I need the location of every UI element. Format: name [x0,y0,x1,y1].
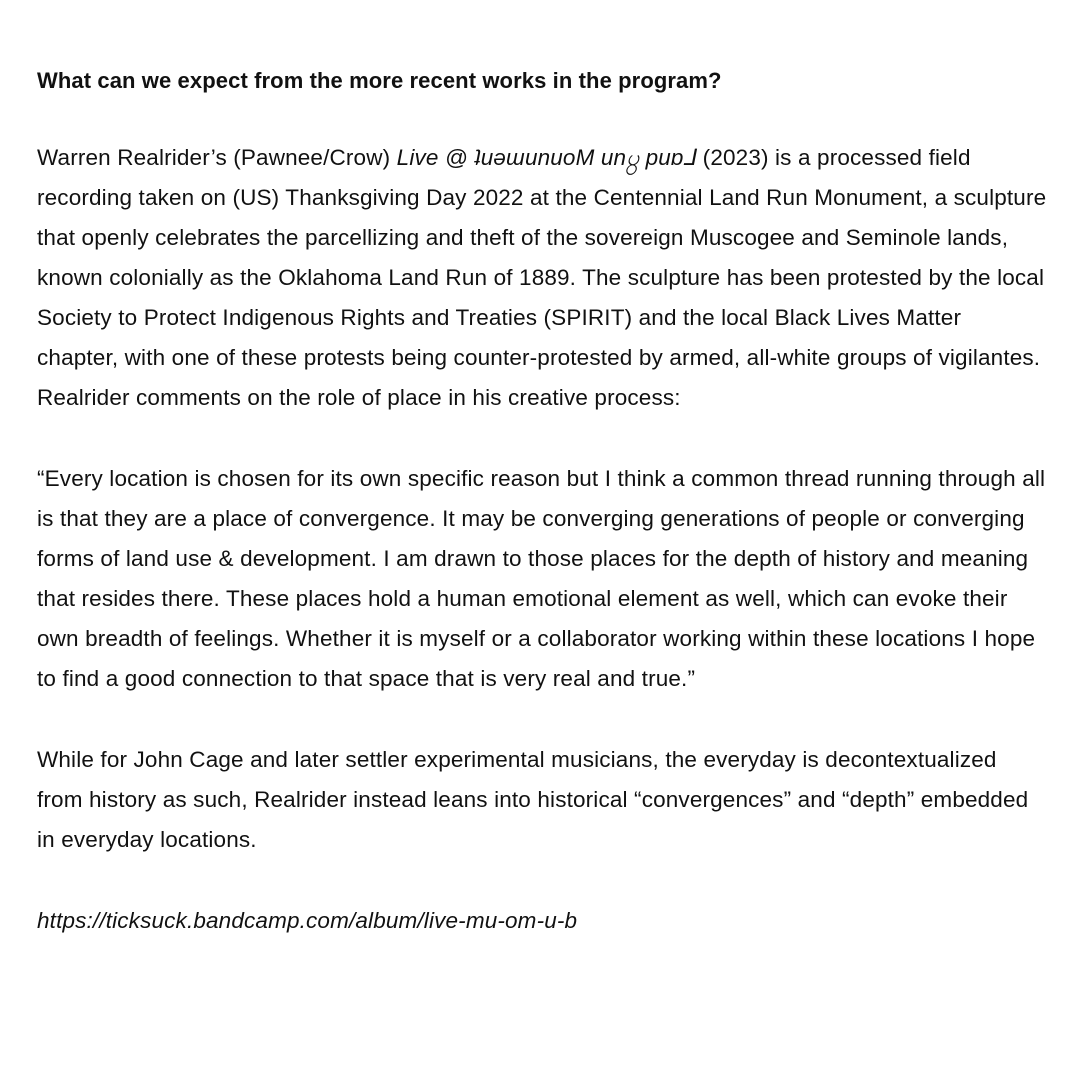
analysis-paragraph: While for John Cage and later settler experimental musicians, the everyday is decontextualized from history as such, Realrider instead leans into historical “convergences” and “depth” embedded in everyday locations. [37,747,1029,852]
section-question-heading: What can we expect from the more recent works in the program? [37,68,722,93]
work-title: Live @ ʇuǝɯunuoM un႘ puɒ⅃ [396,145,697,170]
intro-paragraph [37,138,1047,418]
artist-quote: “Every location is chosen for its own specific reason but I think a common thread running through all is that they are a place of convergence. It may be converging generations of people or converging forms of land use & development. I am drawn to those places for the depth of history and meaning that resides there. These places hold a human emotional element as well, which can evoke their own breadth of feelings. Whether it is myself or a collaborator working within these locations I hope to find a good connection to that space that is very real and true.” [37,466,1046,691]
bandcamp-link[interactable]: https://ticksuck.bandcamp.com/album/live-mu-om-u-b [37,908,578,933]
article-body [37,64,1047,941]
intro-text-before-title: Warren Realrider’s (Pawnee/Crow) [37,145,397,170]
intro-text-after-title: (2023) is a processed field recording taken on (US) Thanksgiving Day 2022 at the Centennial Land Run Monument, a sculpture that openly celebrates the parcellizing and theft of the sovereign Muscogee and Seminole lands, known colonially as the Oklahoma Land Run of 1889. The sculpture has been protested by the local Society to Protect Indigenous Rights and Treaties (SPIRIT) and the local Black Lives Matter chapter, with one of these protests being counter-protested by armed, all-white groups of vigilantes. Realrider comments on the role of place in his creative process: [37,145,1047,410]
